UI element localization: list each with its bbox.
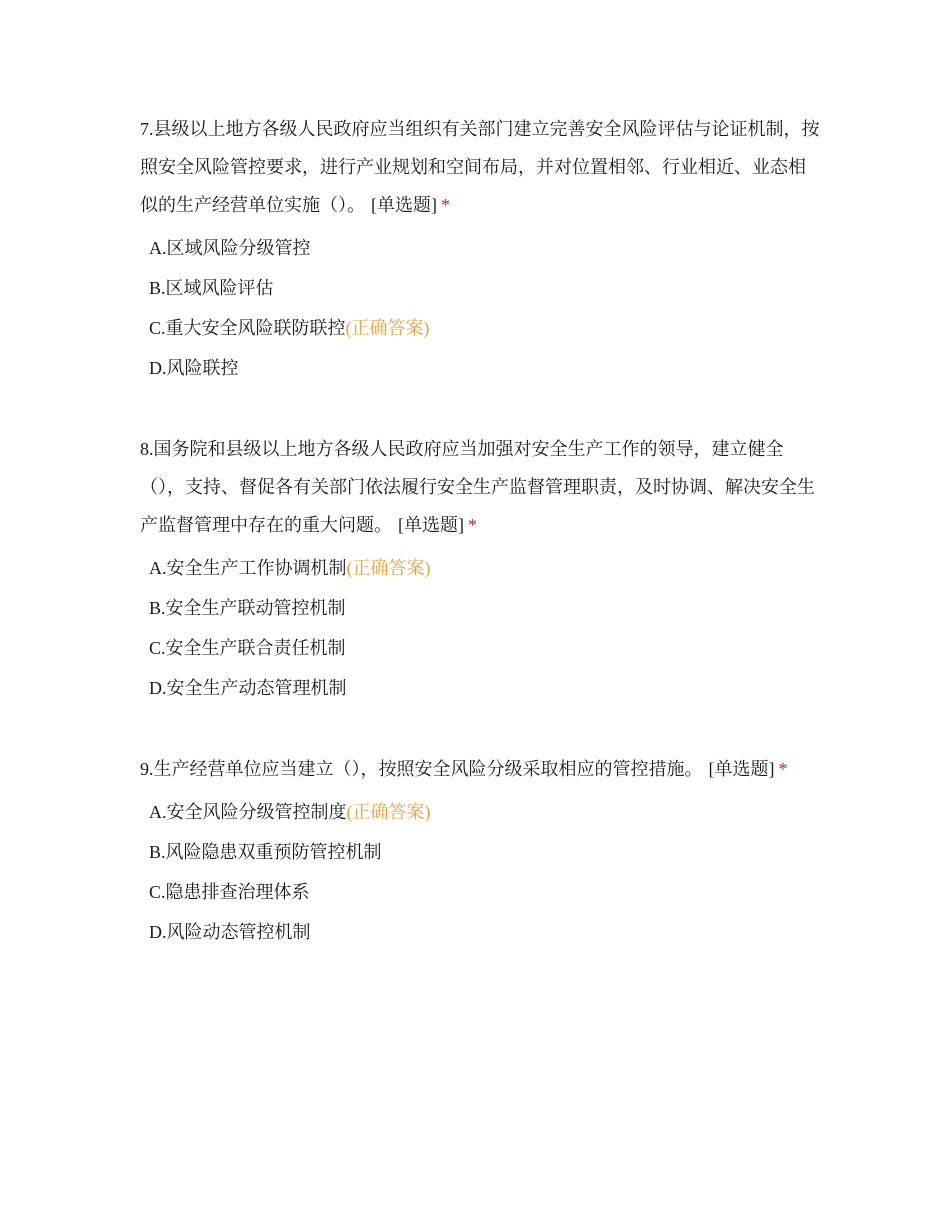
question-type-label: [单选题] xyxy=(398,515,464,535)
question-stem xyxy=(140,110,820,224)
question-text: 7.县级以上地方各级人民政府应当组织有关部门建立完善安全风险评估与论证机制，按照安全风险管控要求，进行产业规划和空间布局，并对位置相邻、行业相近、业态相似的生产经营单位实施（）。 xyxy=(140,119,820,215)
question-stem xyxy=(140,750,820,788)
option-c xyxy=(149,628,820,668)
question-7 xyxy=(140,110,820,388)
option-b xyxy=(149,832,820,872)
option-d xyxy=(149,668,820,708)
option-d xyxy=(149,912,820,952)
correct-answer-tag: (正确答案) xyxy=(346,802,431,822)
option-text: D.风险联控 xyxy=(149,358,239,378)
option-text: B.风险隐患双重预防管控机制 xyxy=(149,842,382,862)
option-text: A.安全风险分级管控制度 xyxy=(149,802,347,822)
question-8 xyxy=(140,430,820,708)
correct-answer-tag: (正确答案) xyxy=(345,318,430,338)
option-b xyxy=(149,588,820,628)
option-list xyxy=(140,792,820,952)
required-star: * xyxy=(468,515,477,535)
option-list xyxy=(140,228,820,388)
required-star: * xyxy=(441,195,450,215)
option-list xyxy=(140,548,820,708)
question-type-label: [单选题] xyxy=(708,759,775,779)
option-text: D.安全生产动态管理机制 xyxy=(149,678,347,698)
option-text: C.重大安全风险联防联控 xyxy=(149,318,346,338)
question-9 xyxy=(140,750,820,952)
option-text: B.区域风险评估 xyxy=(149,278,274,298)
option-text: C.隐患排查治理体系 xyxy=(149,882,310,902)
option-text: A.区域风险分级管控 xyxy=(149,238,311,258)
option-a xyxy=(149,548,820,588)
required-star: * xyxy=(778,759,788,779)
option-text: A.安全生产工作协调机制 xyxy=(149,558,347,578)
question-type-label: [单选题] xyxy=(371,195,437,215)
question-text: 8.国务院和县级以上地方各级人民政府应当加强对安全生产工作的领导，建立健全（），支持、督促各有关部门依法履行安全生产监督管理职责，及时协调、解决安全生产监督管理中存在的重大问题。 xyxy=(140,439,815,535)
option-text: B.安全生产联动管控机制 xyxy=(149,598,346,618)
option-d xyxy=(149,348,820,388)
option-c xyxy=(149,872,820,912)
question-text: 9.生产经营单位应当建立（），按照安全风险分级采取相应的管控措施。 xyxy=(140,759,703,779)
option-c xyxy=(149,308,820,348)
document-page xyxy=(140,110,820,994)
correct-answer-tag: (正确答案) xyxy=(346,558,431,578)
option-b xyxy=(149,268,820,308)
option-a xyxy=(149,228,820,268)
question-stem xyxy=(140,430,820,544)
option-text: C.安全生产联合责任机制 xyxy=(149,638,346,658)
option-text: D.风险动态管控机制 xyxy=(149,922,311,942)
option-a xyxy=(149,792,820,832)
